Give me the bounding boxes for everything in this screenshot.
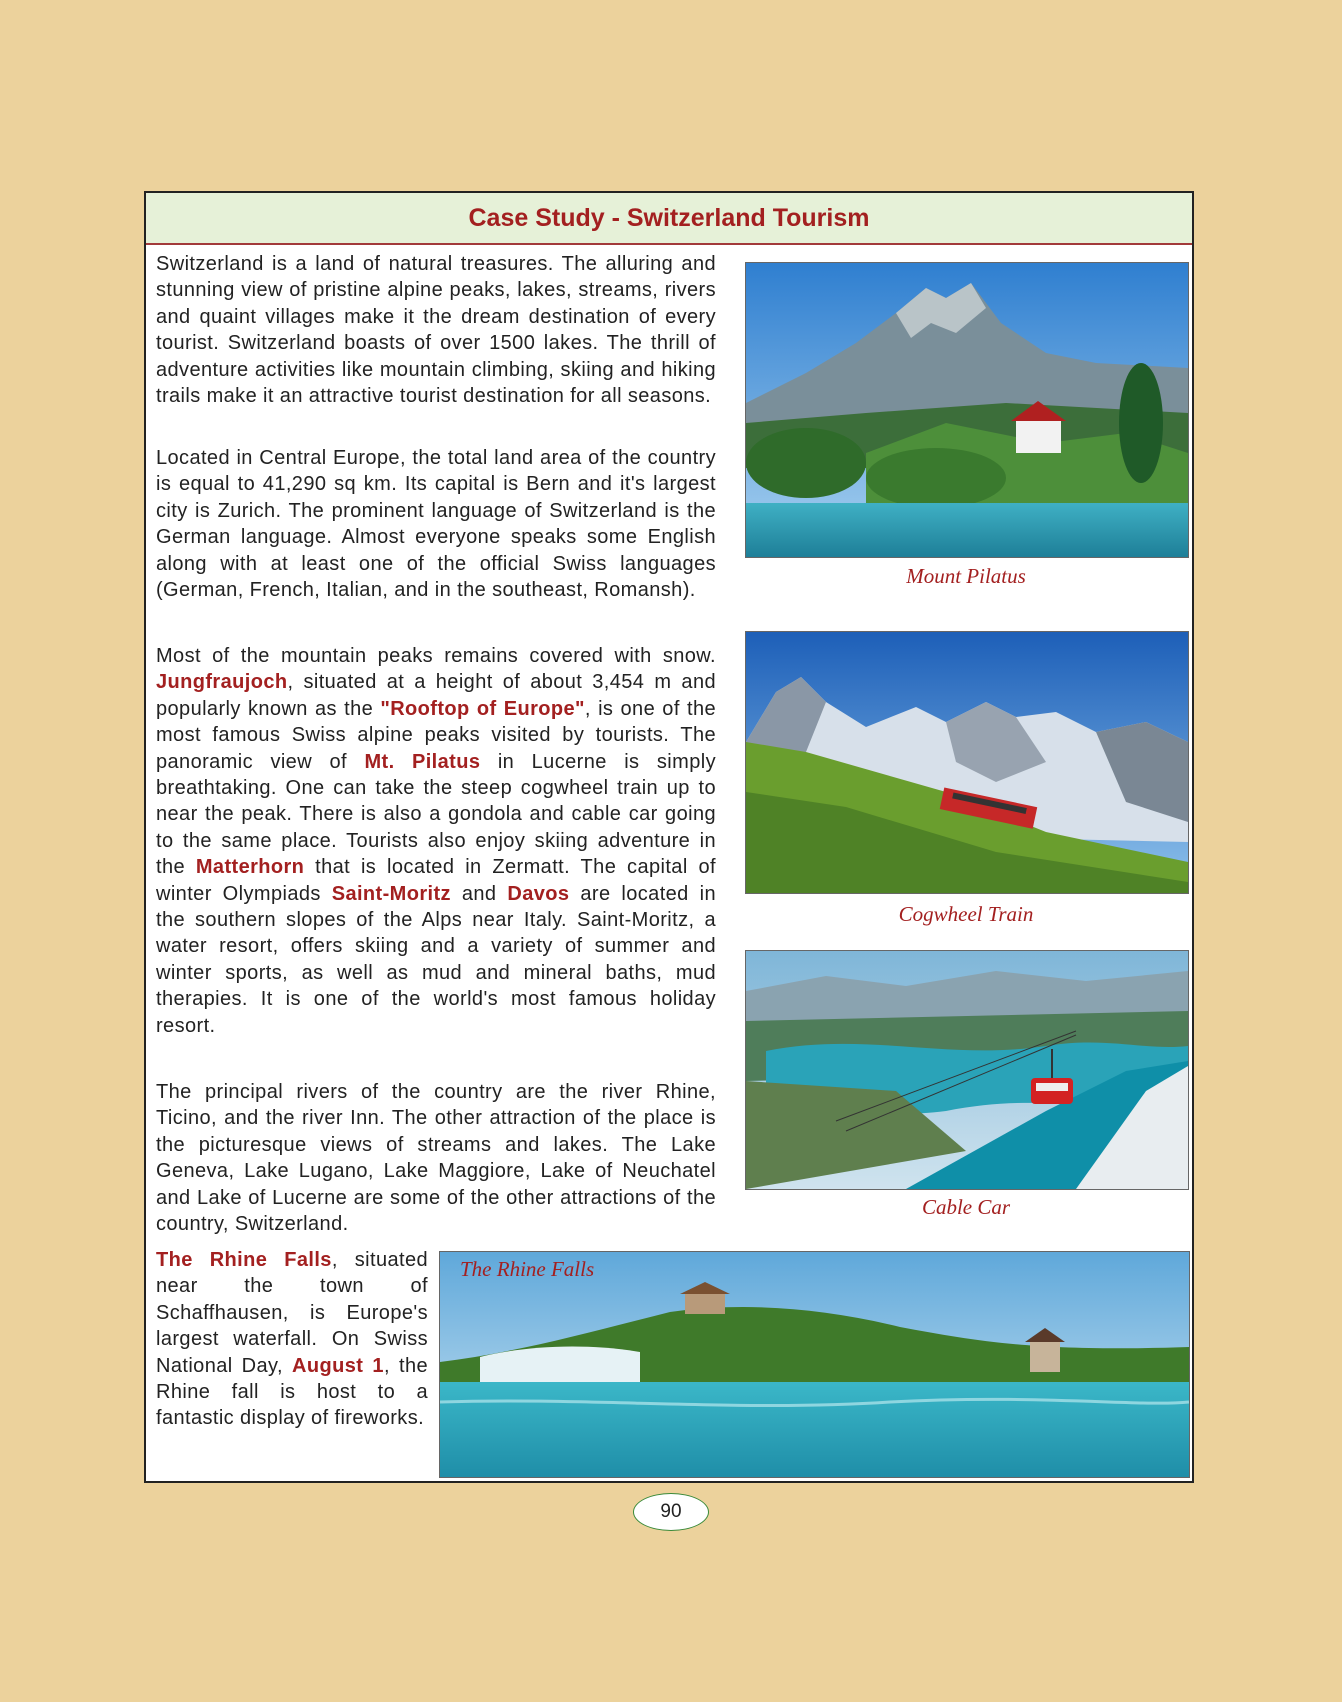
page-number-text: 90 xyxy=(660,1501,682,1522)
highlight-davos: Davos xyxy=(507,882,570,905)
highlight-august-1: August 1 xyxy=(292,1354,384,1377)
photo-rhine-falls xyxy=(439,1251,1190,1478)
paragraph-rhine xyxy=(156,1247,428,1432)
page-title: Case Study - Switzerland Tourism xyxy=(468,203,870,232)
paragraph-intro xyxy=(156,251,716,409)
case-study-box xyxy=(144,191,1194,1483)
photo-cable-car xyxy=(745,950,1189,1190)
text-run: Most of the mountain peaks remains covered with snow. xyxy=(156,645,716,667)
caption-cable-car: Cable Car xyxy=(921,1195,1011,1219)
photo-mount-pilatus xyxy=(745,262,1189,558)
paragraph-text: The principal rivers of the country are the river Rhine, Ticino, and the river Inn. The other attraction of the place is the picturesque views of streams and lakes. The Lake Geneva, Lake Lugano, Lake Maggiore, Lake of Neuchatel and Lake of Lucerne are some of the other attractions of the country, Switzerland. xyxy=(156,1081,716,1236)
highlight-jungfraujoch: Jungfraujoch xyxy=(156,671,288,694)
paragraph-text: Switzerland is a land of natural treasures. The alluring and stunning view of pristine alpine peaks, lakes, streams, rivers and quaint villages make it the dream destination of every tourist. Switzerland boasts of over 1500 lakes. The thrill of adventure activities like mountain climbing, skiing and hiking trails make it an attractive tourist destination for all seasons. xyxy=(156,253,716,408)
photo-cogwheel-train xyxy=(745,631,1189,894)
text-run: in Lucerne is simply breathtaking. One can take the steep cogwheel train up to near the peak. There is also a gondola and cable car going to the same place. Tourists also enjoy skiing adventure in the xyxy=(156,750,716,879)
title-bar xyxy=(146,193,1192,245)
paragraph-peaks xyxy=(156,643,716,1039)
text-run: , situated at a height of about 3,454 m and popularly known as the xyxy=(156,671,716,720)
paragraph-location xyxy=(156,445,716,603)
caption-cogwheel-train: Cogwheel Train xyxy=(898,902,1034,926)
highlight-saint-moritz: Saint-Moritz xyxy=(331,882,451,905)
text-run: that is located in Zermatt. The capital of winter Olympiads xyxy=(156,856,716,905)
highlight-rhine-falls: The Rhine Falls xyxy=(156,1249,332,1271)
page-number xyxy=(633,1493,709,1531)
highlight-pilatus: Mt. Pilatus xyxy=(364,750,481,773)
paragraph-text: Located in Central Europe, the total land area of the country is equal to 41,290 sq km. Its capital is Bern and it's largest city is Zurich. The prominent language of Switzerland is the German language. Almost everyone speaks some English along with at least one of the official Swiss languages (German, French, Italian, and in the southeast, Romansh). xyxy=(156,447,716,602)
text-run: , situated near the town of Schaffhausen, is Europe's largest waterfall. On Swiss National Day, xyxy=(156,1249,428,1377)
highlight-matterhorn: Matterhorn xyxy=(195,856,305,879)
text-run: , is one of the most famous Swiss alpine peaks visited by tourists. The panoramic view of xyxy=(156,697,716,773)
caption-rhine-falls: The Rhine Falls xyxy=(460,1257,595,1281)
text-run: and xyxy=(450,882,508,905)
highlight-rooftop: "Rooftop of Europe" xyxy=(380,697,585,720)
caption-mount-pilatus: Mount Pilatus xyxy=(906,564,1026,588)
text-run: are located in the southern slopes of the Alps near Italy. Saint-Moritz, a water resort, offers skiing and a variety of summer and winter sports, as well as mud and mineral baths, mud therapies. It is one of the world's most famous holiday resort. xyxy=(156,882,716,1037)
paragraph-rivers xyxy=(156,1079,716,1237)
text-run: , the Rhine fall is host to a fantastic display of fireworks. xyxy=(156,1354,428,1430)
